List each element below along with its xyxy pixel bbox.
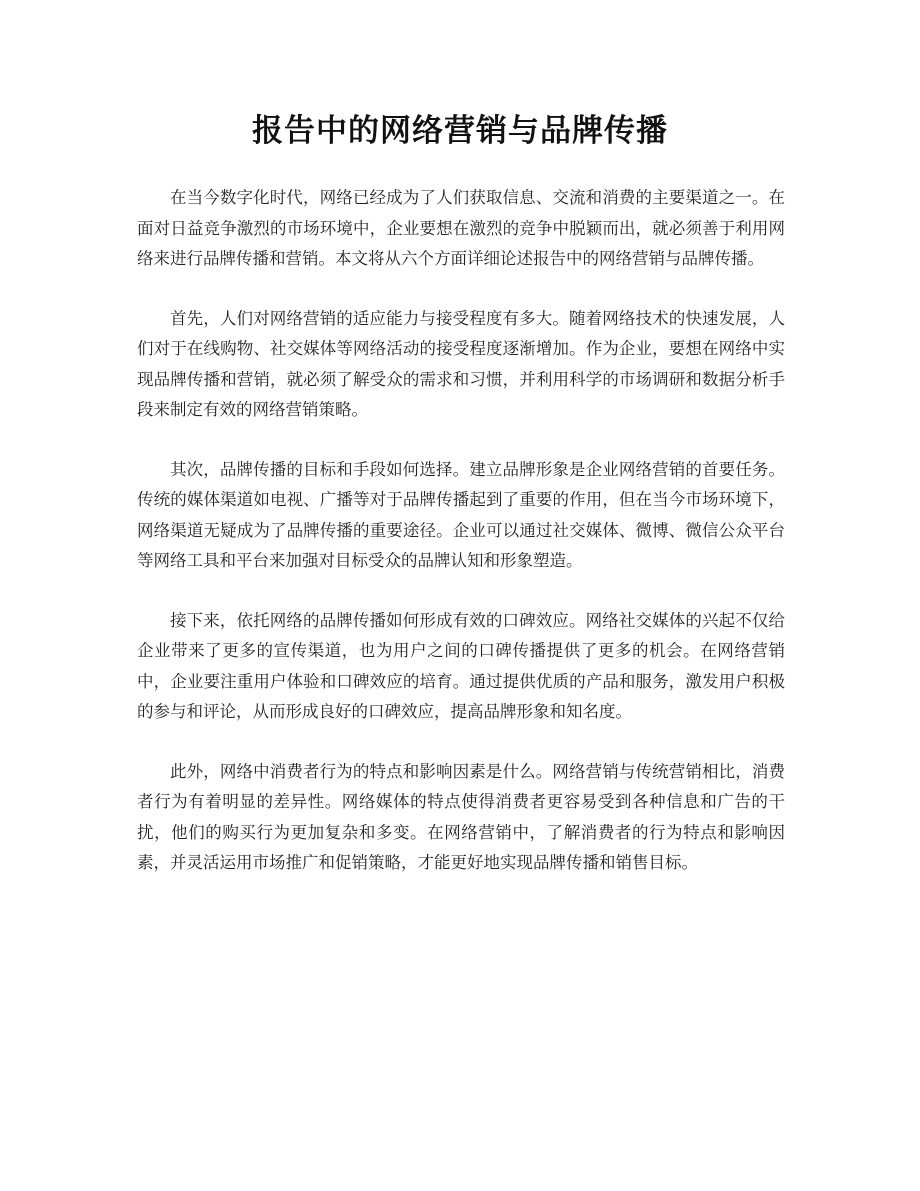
paragraph-next: 接下来，依托网络的品牌传播如何形成有效的口碑效应。网络社交媒体的兴起不仅给企业带来了更多的宣传渠道，也为用户之间的口碑传播提供了更多的机会。在网络营销中，企业要注重用户体验和口碑效应的培育。通过提供优质的产品和服务，激发用户积极的参与和评论，从而形成良好的口碑效应，提高品牌形象和知名度。 [137,610,785,721]
document-title: 报告中的网络营销与品牌传播 [252,113,668,149]
paragraph-first: 首先，人们对网络营销的适应能力与接受程度有多大。随着网络技术的快速发展，人们对于在线购物、社交媒体等网络活动的接受程度逐渐增加。作为企业，要想在网络中实现品牌传播和营销，就必须了解受众的需求和习惯，并利用科学的市场调研和数据分析手段来制定有效的网络营销策略。 [137,308,785,419]
paragraph-intro: 在当今数字化时代，网络已经成为了人们获取信息、交流和消费的主要渠道之一。在面对日益竞争激烈的市场环境中，企业要想在激烈的竞争中脱颖而出，就必须善于利用网络来进行品牌传播和营销。本文将从六个方面详细论述报告中的网络营销与品牌传播。 [137,188,785,268]
paragraph-second: 其次，品牌传播的目标和手段如何选择。建立品牌形象是企业网络营销的首要任务。传统的媒体渠道如电视、广播等对于品牌传播起到了重要的作用，但在当今市场环境下，网络渠道无疑成为了品牌传播的重要途径。企业可以通过社交媒体、微博、微信公众平台等网络工具和平台来加强对目标受众的品牌认知和形象塑造。 [137,459,785,570]
document-body [137,183,785,908]
paragraph-also: 此外，网络中消费者行为的特点和影响因素是什么。网络营销与传统营销相比，消费者行为有着明显的差异性。网络媒体的特点使得消费者更容易受到各种信息和广告的干扰，他们的购买行为更加复杂和多变。在网络营销中，了解消费者的行为特点和影响因素，并灵活运用市场推广和促销策略，才能更好地实现品牌传播和销售目标。 [137,761,785,872]
